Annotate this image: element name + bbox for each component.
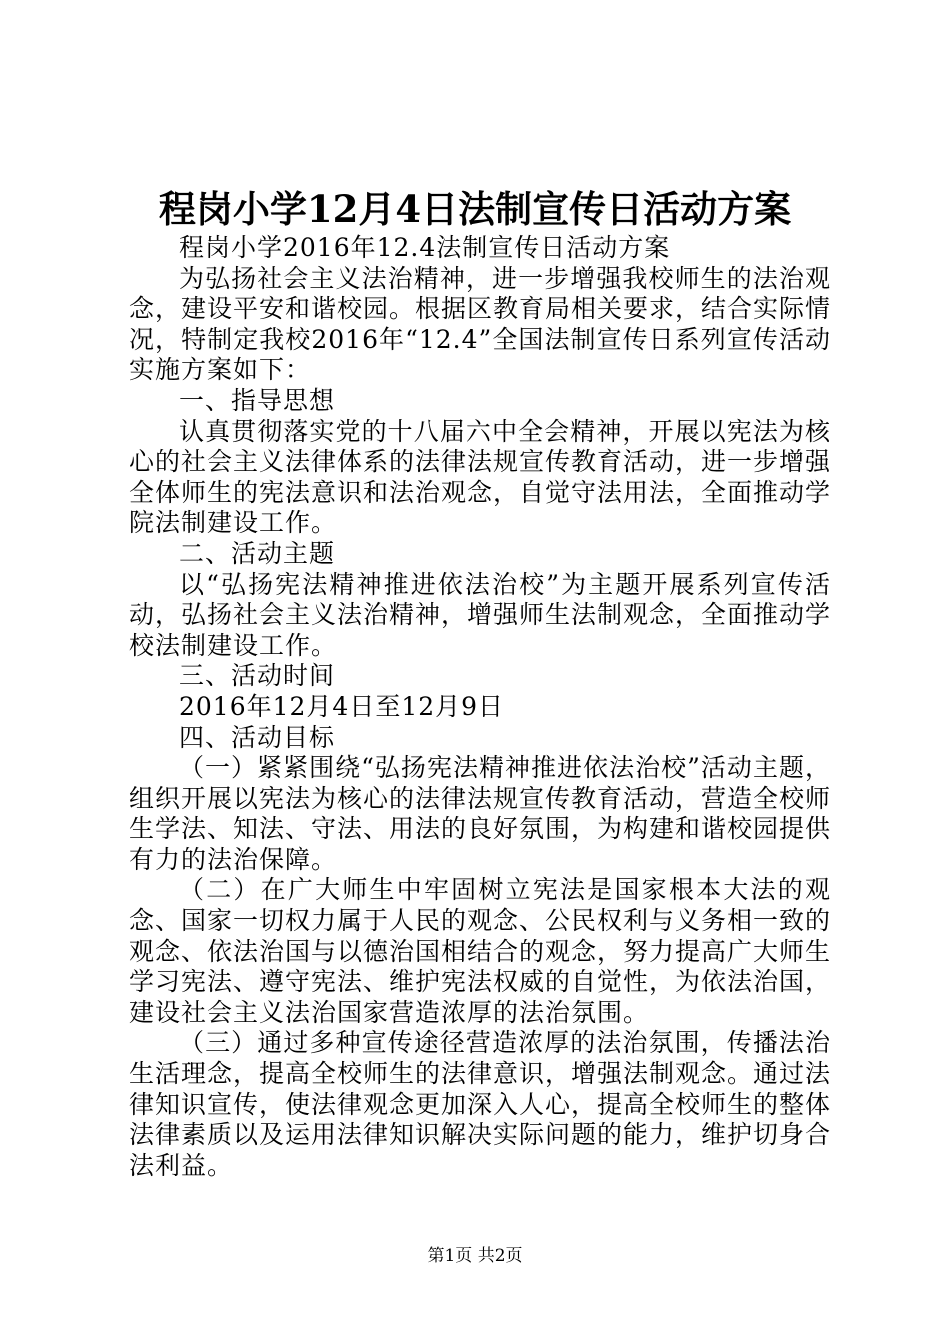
goal-paragraph-1: （一）紧紧围绕“弘扬宪法精神推进依法治校”活动主题，组织开展以宪法为核心的法律法规宣传教育活动，营造全校师生学法、知法、守法、用法的良好氛围，为构建和谐校园提供有力的法治保障。 bbox=[129, 753, 832, 874]
document-title: 程岗小学12月4日法制宣传日活动方案 bbox=[158, 187, 792, 231]
activity-time-paragraph: 2016年12月4日至12月9日 bbox=[179, 691, 505, 721]
section-heading-activity-theme: 二、活动主题 bbox=[179, 538, 336, 568]
page-footer bbox=[0, 1245, 950, 1267]
page-number-label: 第1页 共2页 bbox=[427, 1246, 523, 1266]
subtitle-paragraph: 程岗小学2016年12.4法制宣传日活动方案 bbox=[179, 233, 671, 262]
intro-paragraph: 为弘扬社会主义法治精神，进一步增强我校师生的法治观念，建设平安和谐校园。根据区教育局相关要求，结合实际情况，特制定我校2016年“12.4”全国法制宣传日系列宣传活动实施方案如下： bbox=[129, 263, 832, 385]
goal-paragraph-3: （三）通过多种宣传途径营造浓厚的法治氛围，传播法治生活理念，提高全校师生的法律意识，增强法制观念。通过法律知识宣传，使法律观念更加深入人心，提高全校师生的整体法律素质以及运用法律知识解决实际问题的能力，维护切身合法利益。 bbox=[129, 1028, 832, 1180]
goal-paragraph-2: （二）在广大师生中牢固树立宪法是国家根本大法的观念、国家一切权力属于人民的观念、公民权利与义务相一致的观念、依法治国与以德治国相结合的观念，努力提高广大师生学习宪法、遵守宪法、维护宪法权威的自觉性，为依法治国，建设社会主义法治国家营造浓厚的法治氛围。 bbox=[129, 875, 832, 1027]
section-heading-activity-time: 三、活动时间 bbox=[179, 661, 336, 691]
section-heading-activity-goals: 四、活动目标 bbox=[179, 722, 336, 752]
document-body bbox=[129, 233, 831, 1181]
guiding-ideology-paragraph: 认真贯彻落实党的十八届六中全会精神，开展以宪法为核心的社会主义法律体系的法律法规宣传教育活动，进一步增强全体师生的宪法意识和法治观念，自觉守法用法，全面推动学院法制建设工作。 bbox=[129, 416, 832, 538]
activity-theme-paragraph: 以“弘扬宪法精神推进依法治校”为主题开展系列宣传活动，弘扬社会主义法治精神，增强师生法制观念，全面推动学校法制建设工作。 bbox=[129, 569, 832, 660]
section-heading-guiding-ideology: 一、指导思想 bbox=[179, 385, 336, 415]
